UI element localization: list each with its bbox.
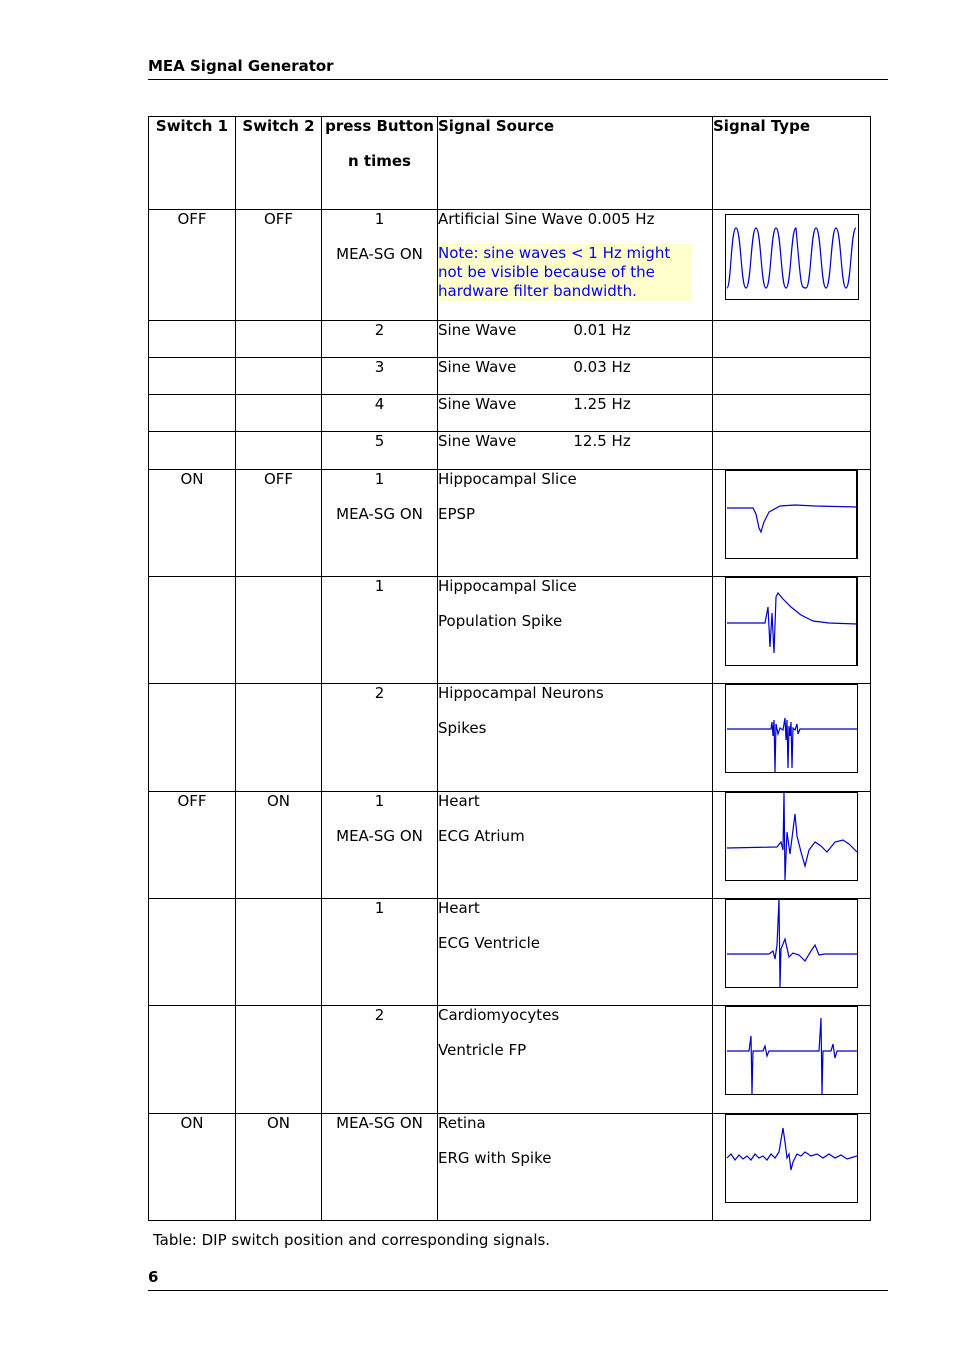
signal-type-cell <box>713 684 871 792</box>
frequency-label: 1.25 Hz <box>573 395 631 413</box>
table-row <box>149 899 871 1006</box>
signal-source-cell <box>438 684 713 792</box>
switch1-cell: ON <box>149 1114 236 1221</box>
signal-type-cell <box>713 1006 871 1114</box>
table-row <box>149 684 871 792</box>
header-signal-type: Signal Type <box>713 117 871 210</box>
signal-source-name: Heart <box>438 899 480 917</box>
switch1-cell <box>149 432 236 470</box>
signal-source-cell <box>438 395 713 432</box>
signal-type-cell <box>713 321 871 358</box>
header-signal-source: Signal Source <box>438 117 713 210</box>
press-count-cell <box>322 792 438 899</box>
signal-type-cell <box>713 395 871 432</box>
switch1-cell: ON <box>149 470 236 577</box>
signal-type-cell <box>713 1114 871 1221</box>
page-number: 6 <box>148 1268 159 1286</box>
switch1-cell: OFF <box>149 210 236 321</box>
footer-rule <box>148 1290 888 1291</box>
signal-source-cell <box>438 432 713 470</box>
press-count: 1 <box>374 470 385 488</box>
signal-type-cell <box>713 577 871 684</box>
table-row <box>149 395 871 432</box>
switch2-cell <box>236 358 322 395</box>
switch2-cell: OFF <box>236 470 322 577</box>
signal-source-cell <box>438 470 713 577</box>
mea-sg-on-label: MEA-SG ON <box>336 827 423 845</box>
switch2-cell: ON <box>236 792 322 899</box>
signal-source-detail: Spikes <box>438 719 487 737</box>
signal-source-name: Sine Wave <box>438 358 517 376</box>
sine-note: Note: sine waves < 1 Hz might not be visible because of the hardware filter bandwidth. <box>438 244 692 301</box>
table-row <box>149 470 871 577</box>
switch1-cell <box>149 899 236 1006</box>
table-caption: Table: DIP switch position and corresponding signals. <box>153 1231 551 1249</box>
signal-type-cell <box>713 470 871 577</box>
page-header-title: MEA Signal Generator <box>148 57 334 75</box>
switch1-cell <box>149 395 236 432</box>
signal-source-name: Retina <box>438 1114 486 1132</box>
switch1-cell <box>149 577 236 684</box>
switch1-cell <box>149 684 236 792</box>
signal-source-name: Heart <box>438 792 480 810</box>
dip-switch-table <box>148 116 871 1221</box>
ecg-ventricle-trace-icon <box>725 899 859 988</box>
table-row <box>149 321 871 358</box>
frequency-label: 0.03 Hz <box>573 358 631 376</box>
table-row <box>149 577 871 684</box>
switch2-cell <box>236 432 322 470</box>
signal-source-cell <box>438 321 713 358</box>
switch1-cell <box>149 1006 236 1114</box>
header-switch1: Switch 1 <box>149 117 236 210</box>
switch2-cell: ON <box>236 1114 322 1221</box>
signal-source-detail: ECG Atrium <box>438 827 525 845</box>
press-count: 1 <box>374 792 385 810</box>
ventricle-fp-trace-icon <box>725 1006 859 1096</box>
switch2-cell <box>236 899 322 1006</box>
header-press-label: press Button <box>325 117 434 135</box>
switch2-cell <box>236 1006 322 1114</box>
signal-source-detail: EPSP <box>438 505 476 523</box>
ecg-atrium-trace-icon <box>725 792 859 881</box>
signal-source-cell <box>438 577 713 684</box>
header-rule <box>148 79 888 80</box>
switch1-cell: OFF <box>149 792 236 899</box>
table-row <box>149 1006 871 1114</box>
signal-source-name: Artificial Sine Wave 0.005 Hz <box>438 210 655 228</box>
signal-source-cell <box>438 1006 713 1114</box>
signal-source-cell <box>438 792 713 899</box>
press-count-cell <box>322 470 438 577</box>
table-row <box>149 358 871 395</box>
table-row <box>149 1114 871 1221</box>
press-count: 2 <box>322 684 438 792</box>
switch2-cell <box>236 684 322 792</box>
signal-source-name: Sine Wave <box>438 321 517 339</box>
switch1-cell <box>149 321 236 358</box>
signal-source-detail: Ventricle FP <box>438 1041 527 1059</box>
table-row <box>149 792 871 899</box>
switch2-cell: OFF <box>236 210 322 321</box>
signal-source-name: Cardiomyocytes <box>438 1006 560 1024</box>
signal-source-cell <box>438 1114 713 1221</box>
table-row <box>149 210 871 321</box>
population-spike-trace-icon <box>725 577 859 666</box>
press-count: 1 <box>322 577 438 684</box>
epsp-trace-icon <box>725 470 859 559</box>
signal-type-cell <box>713 432 871 470</box>
table-row <box>149 432 871 470</box>
header-ntimes-label: n times <box>348 152 411 170</box>
signal-source-name: Sine Wave <box>438 395 517 413</box>
press-count: 2 <box>322 321 438 358</box>
signal-type-cell <box>713 210 871 321</box>
switch1-cell <box>149 358 236 395</box>
frequency-label: 0.01 Hz <box>573 321 631 339</box>
mea-sg-on-label: MEA-SG ON <box>336 505 423 523</box>
sine-wave-icon <box>725 214 859 300</box>
press-count: 3 <box>322 358 438 395</box>
signal-source-cell <box>438 210 713 321</box>
signal-source-detail: Population Spike <box>438 612 563 630</box>
switch2-cell <box>236 395 322 432</box>
signal-type-cell <box>713 899 871 1006</box>
signal-source-name: Hippocampal Neurons <box>438 684 604 702</box>
switch2-cell <box>236 321 322 358</box>
signal-type-cell <box>713 792 871 899</box>
press-count: 5 <box>322 432 438 470</box>
signal-source-cell <box>438 899 713 1006</box>
signal-source-name: Hippocampal Slice <box>438 470 577 488</box>
press-count: 4 <box>322 395 438 432</box>
press-count-cell <box>322 210 438 321</box>
press-count: 1 <box>322 899 438 1006</box>
erg-spike-trace-icon <box>725 1114 859 1203</box>
neuron-spikes-trace-icon <box>725 684 859 774</box>
header-press-button <box>322 117 438 210</box>
press-count: 2 <box>322 1006 438 1114</box>
press-count: 1 <box>374 210 385 228</box>
press-count: MEA-SG ON <box>322 1114 438 1221</box>
table-header-row <box>149 117 871 210</box>
signal-source-detail: ECG Ventricle <box>438 934 541 952</box>
signal-source-name: Sine Wave <box>438 432 517 450</box>
switch2-cell <box>236 577 322 684</box>
signal-type-cell <box>713 358 871 395</box>
header-switch2: Switch 2 <box>236 117 322 210</box>
signal-source-cell <box>438 358 713 395</box>
signal-source-detail: ERG with Spike <box>438 1149 552 1167</box>
mea-sg-on-label: MEA-SG ON <box>336 245 423 263</box>
frequency-label: 12.5 Hz <box>573 432 631 450</box>
signal-source-name: Hippocampal Slice <box>438 577 577 595</box>
